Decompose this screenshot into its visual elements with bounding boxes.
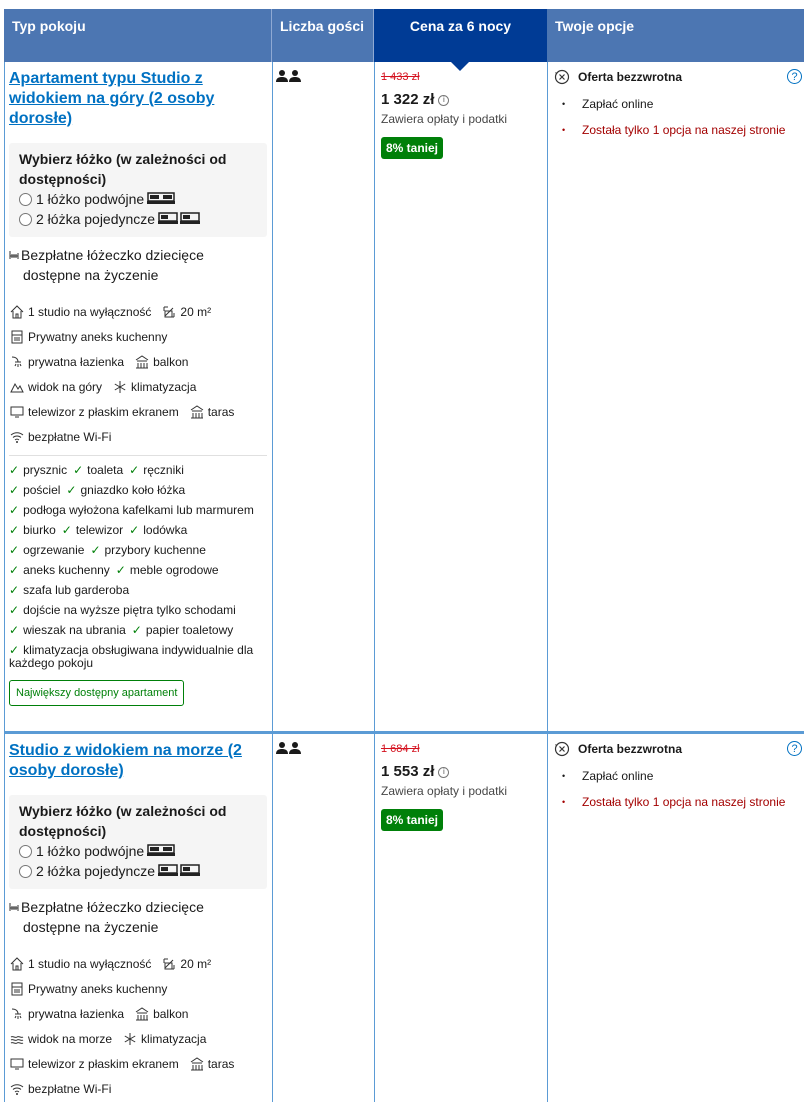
help-icon[interactable]: ?: [787, 741, 802, 756]
check-icon: ✓: [9, 583, 20, 597]
terrace-icon: [189, 404, 205, 420]
amenity: szafa lub garderoba: [23, 583, 130, 597]
facility-terrace: taras: [207, 1056, 235, 1071]
header-price: Cena za 6 nocy: [374, 9, 547, 62]
header-options: Twoje opcje: [555, 18, 635, 34]
guests-cell: [276, 69, 302, 88]
crib-info: [9, 245, 267, 285]
amenity: meble ogrodowe: [129, 563, 219, 577]
shower-icon: [9, 1006, 25, 1022]
header-guests: Liczba gości: [272, 9, 374, 62]
current-price: 1 553 zł: [381, 763, 435, 780]
amenity: podłoga wyłożona kafelkami lub marmurem: [23, 503, 254, 517]
shower-icon: [9, 354, 25, 370]
crib-text: dostępne na życzenie: [23, 919, 159, 935]
option-pay-online: Zapłać online: [582, 97, 654, 111]
check-icon: ✓: [9, 543, 20, 557]
options-cell: [554, 741, 802, 809]
facility-size: 20 m²: [180, 956, 212, 971]
facility-size: 20 m²: [180, 304, 212, 319]
crib-icon: [9, 247, 19, 263]
column-divider: [374, 62, 375, 1102]
radio-button[interactable]: [19, 213, 32, 226]
discount-badge: 8% taniej: [381, 137, 443, 159]
amenities-list: [9, 464, 267, 670]
table-header: [4, 9, 804, 62]
check-icon: ✓: [129, 523, 140, 537]
radio-button[interactable]: [19, 193, 32, 206]
terrace-icon: [189, 1056, 205, 1072]
guests-cell: [276, 741, 302, 760]
amenity: klimatyzacja obsługiwana indywidualnie dla każdego pokoju: [9, 643, 254, 670]
check-icon: ✓: [9, 483, 20, 497]
tv-icon: [9, 1056, 25, 1072]
non-refundable-icon: [554, 741, 570, 757]
check-icon: ✓: [9, 603, 20, 617]
facility-balcony: balkon: [153, 1006, 189, 1021]
two-persons-icon: [276, 70, 302, 87]
size-icon: [161, 304, 177, 320]
check-icon: ✓: [131, 623, 142, 637]
bed-option-twin[interactable]: [19, 209, 257, 229]
check-icon: ✓: [9, 643, 20, 657]
kitchenette-icon: [9, 329, 25, 345]
amenity: telewizor: [75, 523, 124, 537]
info-icon[interactable]: i: [438, 767, 449, 778]
snowflake-icon: [122, 1031, 138, 1047]
facility-kitchenette: Prywatny aneks kuchenny: [28, 329, 168, 344]
largest-apartment-badge: Największy dostępny apartament: [9, 680, 184, 706]
bed-choice-box: [9, 795, 267, 889]
facility-terrace: taras: [207, 404, 235, 419]
info-icon[interactable]: i: [438, 95, 449, 106]
radio-button[interactable]: [19, 845, 32, 858]
facility-view: widok na morze: [28, 1031, 113, 1046]
amenity: biurko: [23, 523, 56, 537]
facility-wifi: bezpłatne Wi-Fi: [28, 1081, 112, 1096]
taxes-note: Zawiera opłaty i podatki: [381, 784, 508, 798]
old-price: 1 433 zł: [381, 71, 420, 83]
balcony-icon: [134, 1006, 150, 1022]
facility-ac: klimatyzacja: [131, 379, 197, 394]
check-icon: ✓: [9, 463, 20, 477]
facility-tv: telewizor z płaskim ekranem: [28, 404, 179, 419]
double-bed-icon: [147, 192, 175, 206]
bed-option-label: 2 łóżka pojedyncze: [36, 211, 156, 227]
column-divider: [272, 62, 273, 1102]
check-icon: ✓: [115, 563, 126, 577]
room-title-link[interactable]: Apartament typu Studio z widokiem na góry (2 osoby dorosłe): [9, 70, 215, 127]
facilities-list: [9, 299, 267, 449]
check-icon: ✓: [9, 623, 20, 637]
option-scarcity: Została tylko 1 opcja na naszej stronie: [582, 123, 786, 137]
room-info: [9, 741, 267, 1101]
amenity: lodówka: [143, 523, 188, 537]
row-separator: [4, 731, 804, 734]
amenity: papier toaletowy: [145, 623, 234, 637]
crib-info: [9, 897, 267, 937]
two-persons-icon: [276, 742, 302, 759]
crib-text: Bezpłatne łóżeczko dziecięce: [21, 899, 204, 915]
taxes-note: Zawiera opłaty i podatki: [381, 112, 508, 126]
divider: [9, 455, 267, 456]
amenity: aneks kuchenny: [23, 563, 110, 577]
snowflake-icon: [112, 379, 128, 395]
option-pay-online: Zapłać online: [582, 769, 654, 783]
house-icon: [9, 956, 25, 972]
header-room-type: Typ pokoju: [4, 9, 272, 62]
balcony-icon: [134, 354, 150, 370]
facility-bathroom: prywatna łazienka: [28, 354, 125, 369]
sea-view-icon: [9, 1031, 25, 1047]
room-info: [9, 69, 267, 706]
facility-view: widok na góry: [28, 379, 103, 394]
check-icon: ✓: [90, 543, 101, 557]
bed-choice-box: [9, 143, 267, 237]
column-divider: [4, 62, 5, 1102]
option-title: Oferta bezzwrotna: [578, 742, 683, 756]
crib-icon: [9, 899, 19, 915]
amenity: ogrzewanie: [23, 543, 85, 557]
facility-balcony: balkon: [153, 354, 189, 369]
check-icon: ✓: [66, 483, 77, 497]
facilities-list: [9, 951, 267, 1101]
price-cell: [381, 742, 546, 831]
facility-studio: 1 studio na wyłączność: [28, 304, 152, 319]
check-icon: ✓: [9, 523, 20, 537]
crib-text: Bezpłatne łóżeczko dziecięce: [21, 247, 204, 263]
bed-choice-title: Wybierz łóżko (w zależności od dostępności): [19, 151, 227, 187]
bed-choice-title: Wybierz łóżko (w zależności od dostępności): [19, 803, 227, 839]
single-beds-icon: [158, 212, 200, 226]
facility-studio: 1 studio na wyłączność: [28, 956, 152, 971]
options-cell: [554, 69, 802, 137]
bed-option-label: 1 łóżko podwójne: [36, 843, 145, 859]
double-bed-icon: [147, 844, 175, 858]
facility-ac: klimatyzacja: [141, 1031, 207, 1046]
kitchenette-icon: [9, 981, 25, 997]
house-icon: [9, 304, 25, 320]
bed-option-twin[interactable]: [19, 861, 257, 881]
non-refundable-icon: [554, 69, 570, 85]
discount-badge: 8% taniej: [381, 809, 443, 831]
bed-option-double[interactable]: [19, 841, 257, 861]
old-price: 1 684 zł: [381, 743, 420, 755]
wifi-icon: [9, 429, 25, 445]
radio-button[interactable]: [19, 865, 32, 878]
amenity: gniazdko koło łóżka: [80, 483, 186, 497]
size-icon: [161, 956, 177, 972]
check-icon: ✓: [129, 463, 140, 477]
mountain-icon: [9, 379, 25, 395]
check-icon: ✓: [73, 463, 84, 477]
amenity: prysznic: [23, 463, 68, 477]
column-divider: [547, 62, 548, 1102]
bed-option-double[interactable]: [19, 189, 257, 209]
bed-option-label: 2 łóżka pojedyncze: [36, 863, 156, 879]
amenity: wieszak na ubrania: [23, 623, 126, 637]
option-scarcity: Została tylko 1 opcja na naszej stronie: [582, 795, 786, 809]
amenity: przybory kuchenne: [104, 543, 206, 557]
wifi-icon: [9, 1081, 25, 1097]
amenity: dojście na wyższe piętra tylko schodami: [23, 603, 236, 617]
facility-kitchenette: Prywatny aneks kuchenny: [28, 981, 168, 996]
check-icon: ✓: [9, 503, 20, 517]
room-title-link[interactable]: Studio z widokiem na morze (2 osoby dorosłe): [9, 742, 242, 779]
bed-option-label: 1 łóżko podwójne: [36, 191, 145, 207]
single-beds-icon: [158, 864, 200, 878]
current-price: 1 322 zł: [381, 91, 435, 108]
facility-wifi: bezpłatne Wi-Fi: [28, 429, 112, 444]
check-icon: ✓: [9, 563, 20, 577]
tv-icon: [9, 404, 25, 420]
amenity: ręczniki: [143, 463, 184, 477]
facility-bathroom: prywatna łazienka: [28, 1006, 125, 1021]
amenity: pościel: [23, 483, 61, 497]
check-icon: ✓: [61, 523, 72, 537]
help-icon[interactable]: ?: [787, 69, 802, 84]
amenity: toaleta: [87, 463, 124, 477]
facility-tv: telewizor z płaskim ekranem: [28, 1056, 179, 1071]
crib-text: dostępne na życzenie: [23, 267, 159, 283]
price-cell: [381, 70, 546, 159]
option-title: Oferta bezzwrotna: [578, 70, 683, 84]
